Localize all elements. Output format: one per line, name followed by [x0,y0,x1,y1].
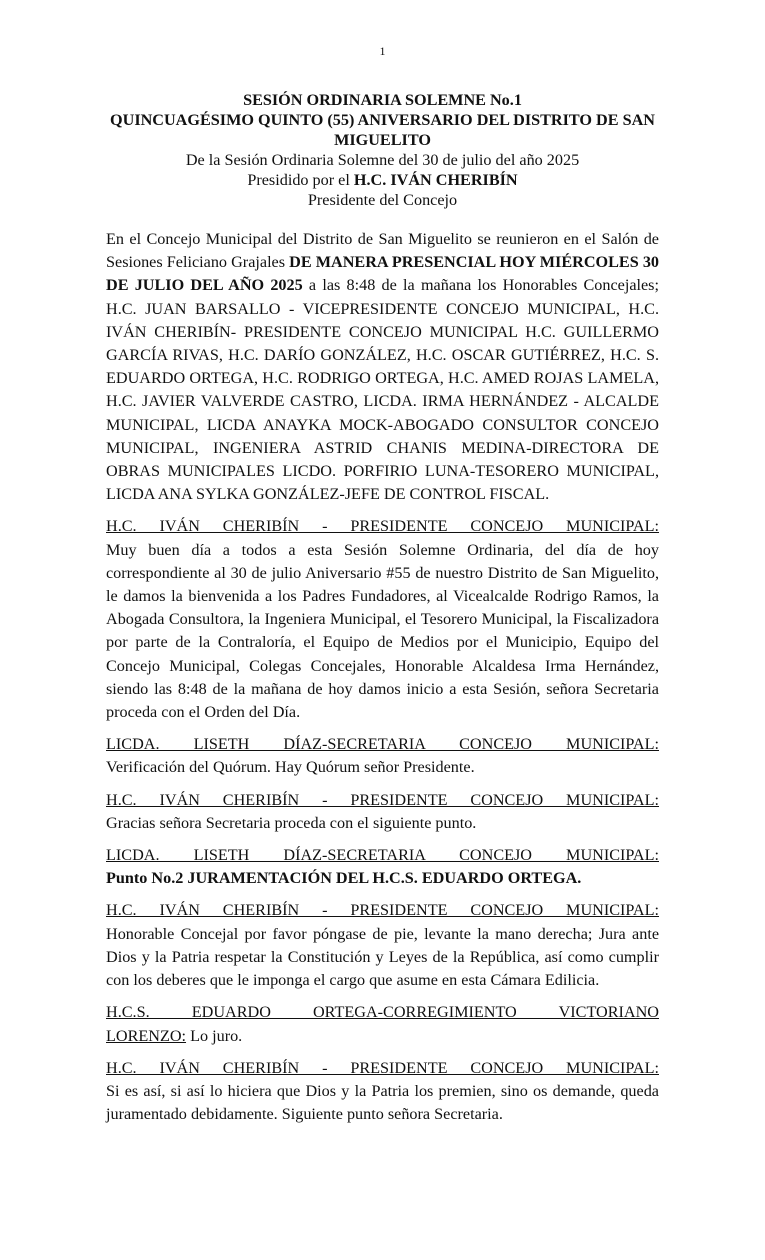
intro-bold-date: DE MANERA PRESENCIAL HOY MIÉRCOLES 30 DE JULIO DEL AÑO 2025 [106,253,660,295]
speaker-label: H.C. IVÁN CHERIBÍN - PRESIDENTE CONCEJO MUNICIPAL: [106,901,659,920]
intro-text-1: En el Concejo Municipal del Distrito de San Miguelito se reunieron en el Salón de Sesiones Feliciano Grajales [106,230,659,272]
entry-text: Muy buen día a todos a esta Sesión Solemne Ordinaria, del día de hoy correspondiente al 30 de julio Aniversario #55 de nuestro Distrito de San Miguelito, le damos la bienvenida a los Padres Fundadores, al Vicealcalde Rodrigo Ramos, la Abogada Consultora, la Ingeniera Municipal, el Tesorero Municipal, la Fiscalizadora por parte de la Contraloría, el Equipo de Medios por el Municipio, Equipo del Concejo Municipal, Colegas Concejales, Honorable Alcaldesa Irma Hernández, siendo las 8:48 de la mañana de hoy damos inicio a esta Sesión, señora Secretaria proceda con el Orden del Día. [106,540,659,722]
minutes-entry [106,1057,659,1127]
agenda-item: Punto No.2 JURAMENTACIÓN DEL H.C.S. EDUARDO ORTEGA. [106,869,582,888]
minutes-entry [106,733,659,779]
entry-text: Gracias señora Secretaria proceda con el siguiente punto. [106,813,477,832]
speaker-label: H.C. IVÁN CHERIBÍN - PRESIDENTE CONCEJO MUNICIPAL: [106,517,659,536]
speaker-label: H.C. IVÁN CHERIBÍN - PRESIDENTE CONCEJO MUNICIPAL: [106,1058,659,1077]
entry-text: Lo juro. [186,1026,243,1045]
intro-paragraph [106,228,659,506]
presided-by-prefix: Presidido por el [247,171,354,189]
minutes-entry [106,1001,659,1047]
anniversary-title: QUINCUAGÉSIMO QUINTO (55) ANIVERSARIO DEL DISTRITO DE SAN MIGUELITO [110,111,655,149]
entry-text: Verificación del Quórum. Hay Quórum señor Presidente. [106,758,475,777]
minutes-entry [106,789,659,835]
intro-text-2: a las 8:48 de la mañana los Honorables Concejales; H.C. JUAN BARSALLO - VICEPRESIDENTE CONCEJO MUNICIPAL, H.C. IVÁN CHERIBÍN- PRESIDENTE CONCEJO MUNICIPAL H.C. GUILLERMO GARCÍA RIVAS, H.C. DARÍO GONZÁLEZ, H.C. OSCAR GUTIÉRREZ, H.C. S. EDUARDO ORTEGA, H.C. RODRIGO ORTEGA, H.C. AMED ROJAS LAMELA, H.C. JAVIER VALVERDE CASTRO, LICDA. IRMA HERNÁNDEZ - ALCALDE MUNICIPAL, LICDA ANAYKA MOCK-ABOGADO CONSULTOR CONCEJO MUNICIPAL, INGENIERA ASTRID CHANIS MEDINA-DIRECTORA DE OBRAS MUNICIPALES LICDO. PORFIRIO LUNA-TESORERO MUNICIPAL, LICDA ANA SYLKA GONZÁLEZ-JEFE DE CONTROL FISCAL. [106,276,659,504]
minutes-body [106,228,659,1135]
minutes-entry [106,899,659,992]
session-date-line: De la Sesión Ordinaria Solemne del 30 de julio del año 2025 [185,151,580,169]
president-name: H.C. IVÁN CHERIBÍN [353,171,518,189]
speaker-label: LICDA. LISETH DÍAZ-SECRETARIA CONCEJO MUNICIPAL: [106,846,659,865]
minutes-entry [106,844,659,890]
speaker-label: H.C.S. EDUARDO ORTEGA-CORREGIMIENTO VICTORIANO [106,1003,659,1022]
page-number: 1 [379,44,386,58]
entry-text: Honorable Concejal por favor póngase de pie, levante la mano derecha; Jura ante Dios y la Patria respetar la Constitución y Leyes de la República, así como cumplir con los deberes que le imponga el cargo que asume en esta Cámara Edilicia. [106,924,659,990]
minutes-entry [106,515,659,724]
speaker-label: LICDA. LISETH DÍAZ-SECRETARIA CONCEJO MUNICIPAL: [106,735,659,754]
president-role: Presidente del Concejo [307,191,458,209]
speaker-label: H.C. IVÁN CHERIBÍN - PRESIDENTE CONCEJO MUNICIPAL: [106,790,659,809]
presided-by-line [106,170,659,190]
session-title: SESIÓN ORDINARIA SOLEMNE No.1 [243,91,522,109]
entry-text: Si es así, si así lo hiciera que Dios y la Patria los premien, sino os demande, queda juramentado debidamente. Siguiente punto señora Secretaria. [106,1081,659,1124]
document-header [106,90,659,210]
speaker-label-continued: LORENZO: [106,1026,187,1045]
